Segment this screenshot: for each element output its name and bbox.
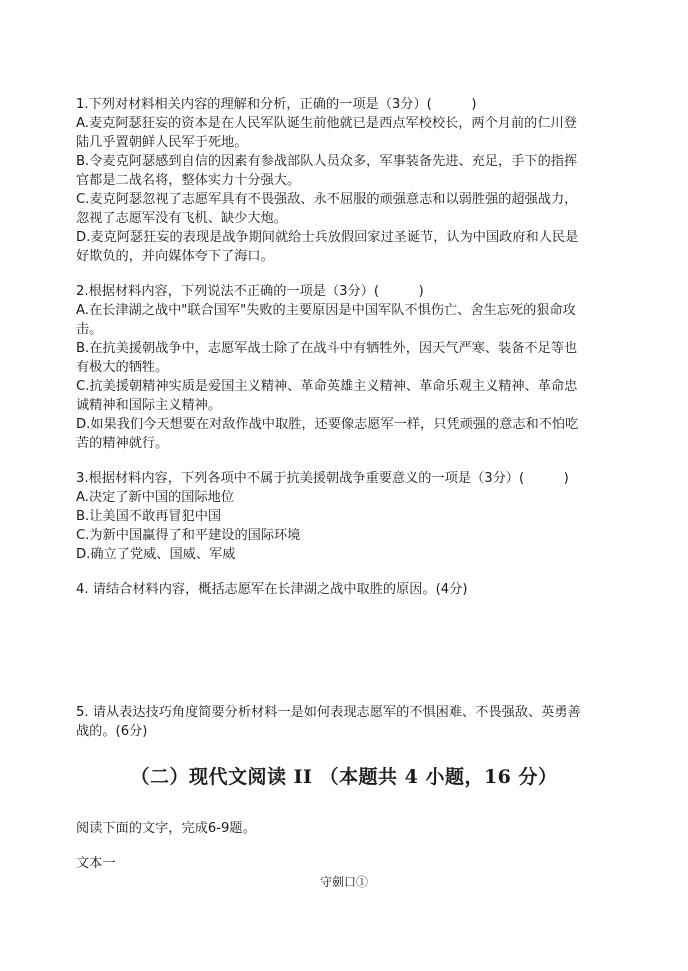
question-1-stem: 1.下列对材料相关内容的理解和分析，正确的一项是（3分）( )	[76, 97, 477, 112]
question-1-option-d-cont: 好欺负的，并向媒体夸下了海口。	[76, 249, 274, 264]
question-2-option-d: D.如果我们今天想要在对敌作战中取胜，还要像志愿军一样，只凭顽强的意志和不怕吃	[76, 417, 579, 432]
question-2-option-b-cont: 有极大的牺牲。	[76, 360, 169, 375]
question-5-stem: 5. 请从表达技巧角度简要分析材料一是如何表现志愿军的不惧困难、不畏强敌、英勇善	[76, 705, 581, 720]
text-title: 守劍口①	[319, 875, 368, 889]
question-3-stem: 3.根据材料内容，下列各项中不属于抗美援朝战争重要意义的一项是（3分）( )	[76, 471, 569, 486]
question-2-option-b: B.在抗美援朝战争中，志愿军战士除了在战斗中有牺牲外，因天气严寒、装备不足等也	[76, 341, 578, 356]
question-3-option-b: B.让美国不敢再冒犯中国	[76, 509, 222, 524]
question-2-stem: 2.根据材料内容，下列说法不正确的一项是（3分）( )	[76, 284, 424, 299]
question-2-option-d-cont: 苦的精神就行。	[76, 436, 169, 451]
section-heading: （二）现代文阅读 II （本题共 4 小题，16 分）	[130, 766, 558, 788]
question-4-stem: 4. 请结合材料内容，概括志愿军在长津湖之战中取胜的原因。(4分)	[76, 582, 468, 597]
question-2-option-a-cont: 击。	[76, 322, 103, 337]
question-5-stem-cont: 战的。(6分)	[76, 724, 148, 739]
question-3-option-c: C.为新中国赢得了和平建设的国际环境	[76, 528, 301, 543]
question-2-option-c: C.抗美援朝精神实质是爱国主义精神、革命英雄主义精神、革命乐观主义精神、革命忠	[76, 379, 578, 394]
question-3-option-d: D.确立了党威、国威、军威	[76, 547, 236, 562]
question-2-option-a: A.在长津湖之战中"联合国军"失败的主要原因是中国军队不惧伤亡、舍生忘死的狠命攻	[76, 303, 576, 318]
question-1-option-d: D.麦克阿瑟狂妄的表现是战争期间就给士兵放假回家过圣诞节，认为中国政府和人民是	[76, 230, 579, 245]
reading-instruction: 阅读下面的文字，完成6-9题。	[76, 821, 256, 836]
question-1-option-b: B.令麦克阿瑟感到自信的因素有参战部队人员众多，军事装备先进、充足，手下的指挥	[76, 154, 578, 169]
question-1-option-a: A.麦克阿瑟狂妄的资本是在人民军队诞生前他就已是西点军校校长，两个月前的仁川登	[76, 116, 577, 131]
question-1-option-c: C.麦克阿瑟忽视了志愿军具有不畏强敌、永不屈服的顽强意志和以弱胜强的超强战力，	[76, 192, 578, 207]
text-label: 文本一	[76, 856, 116, 871]
question-3-option-a: A.决定了新中国的国际地位	[76, 490, 235, 505]
question-1-option-b-cont: 官都是二战名将，整体实力十分强大。	[76, 173, 301, 188]
question-1-option-a-cont: 陆几乎置朝鲜人民军于死地。	[76, 135, 248, 150]
question-2-option-c-cont: 诚精神和国际主义精神。	[76, 398, 222, 413]
question-1-option-c-cont: 忽视了志愿军没有飞机、缺少大炮。	[76, 211, 287, 226]
